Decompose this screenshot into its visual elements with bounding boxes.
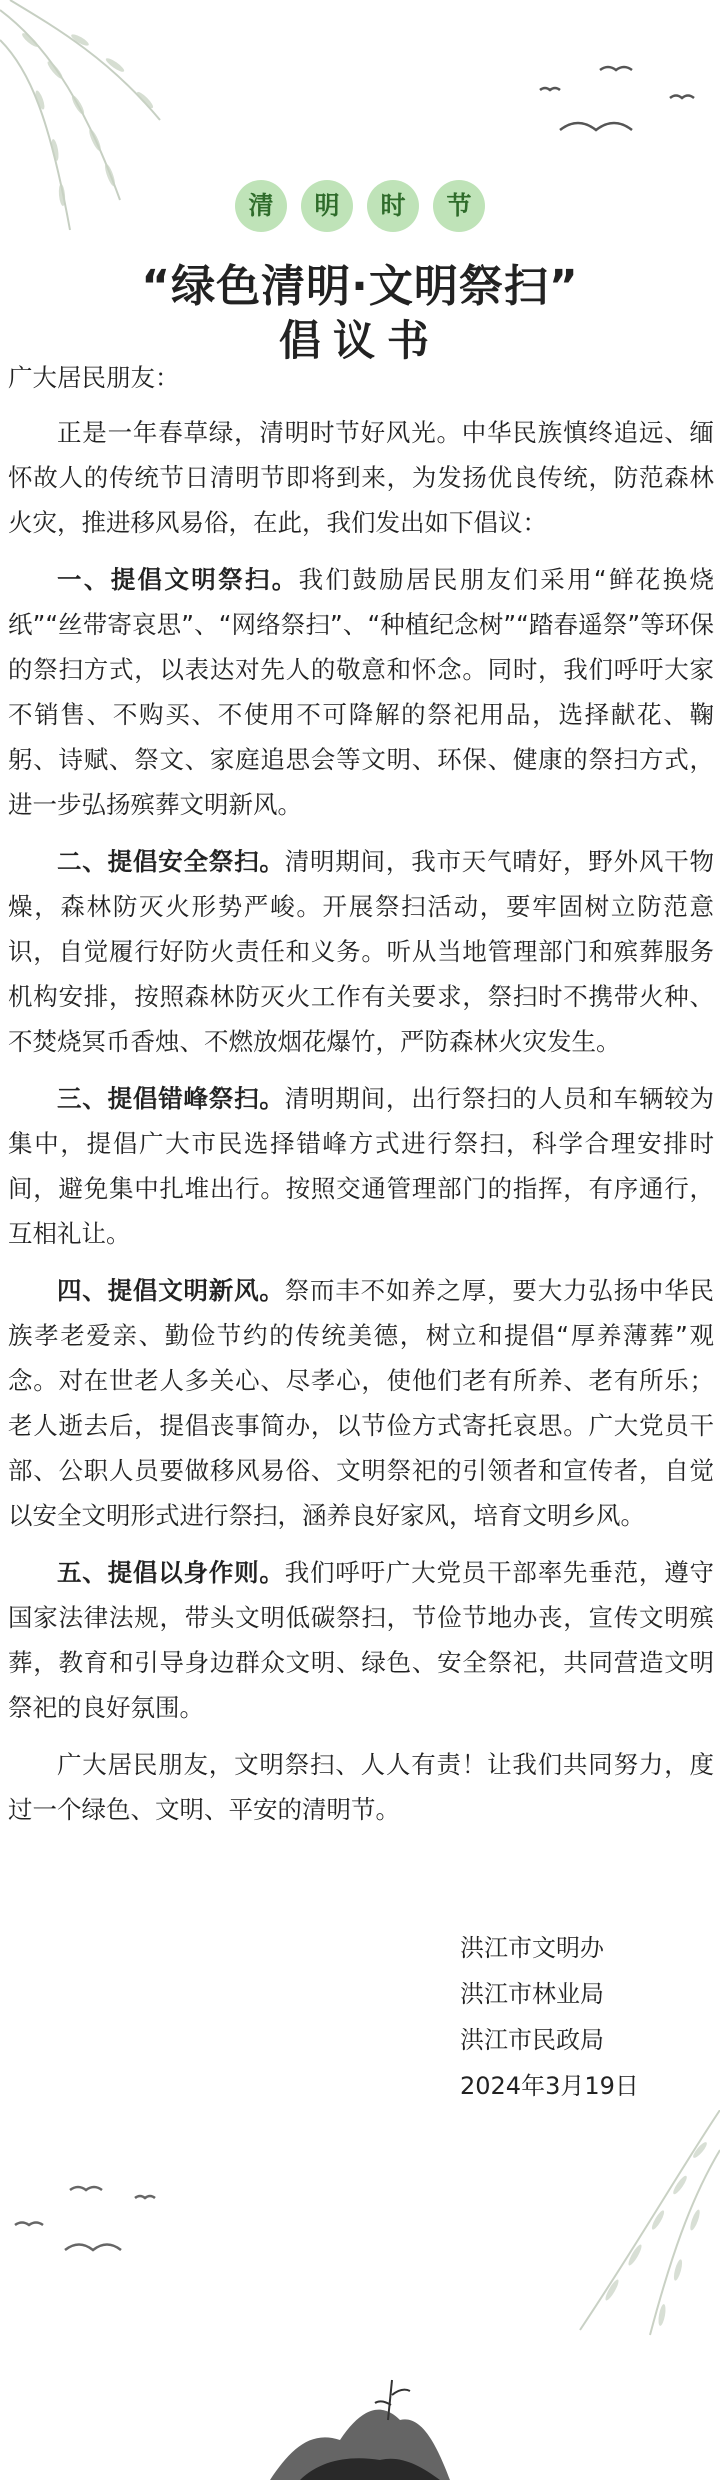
item-text: 清明期间，出行祭扫的人员和车辆较为集中，提倡广大市民选择错峰方式进行祭扫，科学合理安排时间，避免集中扎堆出行。按照交通管理部门的指挥，有序通行，互相礼让。 [8,1084,715,1248]
proposal-item-1 [8,557,714,827]
badge-char: 时 [367,180,419,232]
signature-org: 洪江市林业局 [460,1980,604,2008]
ink-mountain-decoration [270,2360,450,2480]
item-heading: 五、提倡以身作则。 [57,1558,285,1587]
closing-paragraph: 广大居民朋友，文明祭扫、人人有责！让我们共同努力，度过一个绿色、文明、平安的清明节。 [8,1750,714,1824]
proposal-item-2 [8,839,714,1064]
badge-char: 节 [433,180,485,232]
page-subtitle: 倡议书 [278,316,441,365]
badge-char: 明 [301,180,353,232]
proposal-item-3 [8,1076,714,1256]
proposal-body [0,345,720,1844]
item-text: 我们呼吁广大党员干部率先垂范，遵守国家法律法规，带头文明低碳祭扫，节俭节地办丧，宣传文明殡葬，教育和引导身边群众文明、绿色、安全祭祀，共同营造文明祭祀的良好氛围。 [8,1558,715,1722]
item-heading: 二、提倡安全祭扫。 [57,847,285,876]
proposal-item-5 [8,1550,714,1730]
signature-block [460,1925,700,2109]
badge-char: 清 [235,180,287,232]
intro-paragraph: 正是一年春草绿，清明时节好风光。中华民族慎终追远、缅怀故人的传统节日清明节即将到来，为发扬优良传统，防范森林火灾，推进移风易俗，在此，我们发出如下倡议： [8,418,714,537]
birds-decoration [520,60,720,150]
item-heading: 四、提倡文明新风。 [57,1276,285,1305]
signature-date: 2024年3月19日 [460,2072,639,2100]
proposal-item-4 [8,1268,714,1538]
festival-badges [0,180,720,232]
item-text: 我们鼓励居民朋友们采用“鲜花换烧纸”“丝带寄哀思”、“网络祭扫”、“种植纪念树”“踏春遥祭”等环保的祭扫方式，以表达对先人的敬意和怀念。同时，我们呼吁大家不销售、不购买、不使用不可降解的祭祀用品，选择献花、鞠躬、诗赋、祭文、家庭追思会等文明、环保、健康的祭扫方式，进一步弘扬殡葬文明新风。 [8,565,715,819]
item-heading: 三、提倡错峰祭扫。 [57,1084,285,1113]
birds-decoration [10,2180,180,2270]
item-text: 祭而丰不如养之厚，要大力弘扬中华民族孝老爱亲、勤俭节约的传统美德，树立和提倡“厚养薄葬”观念。对在世老人多关心、尽孝心，使他们老有所养、老有所乐；老人逝去后，提倡丧事简办，以节俭方式寄托哀思。广大党员干部、公职人员要做移风易俗、文明祭祀的引领者和宣传者，自觉以安全文明形式进行祭扫，涵养良好家风，培育文明乡风。 [8,1276,715,1530]
willow-branch-decoration [560,2110,720,2340]
item-heading: 一、提倡文明祭扫。 [57,565,299,594]
signature-org: 洪江市民政局 [460,2026,604,2054]
greeting: 广大居民朋友： [8,363,180,392]
item-text: 清明期间，我市天气晴好，野外风干物燥，森林防灭火形势严峻。开展祭扫活动，要牢固树立防范意识，自觉履行好防火责任和义务。听从当地管理部门和殡葬服务机构安排，按照森林防灭火工作有关要求，祭扫时不携带火种、不焚烧冥币香烛、不燃放烟花爆竹，严防森林火灾发生。 [8,847,715,1056]
signature-org: 洪江市文明办 [460,1934,604,1962]
page-title: “绿色清明·文明祭扫” [141,261,579,312]
